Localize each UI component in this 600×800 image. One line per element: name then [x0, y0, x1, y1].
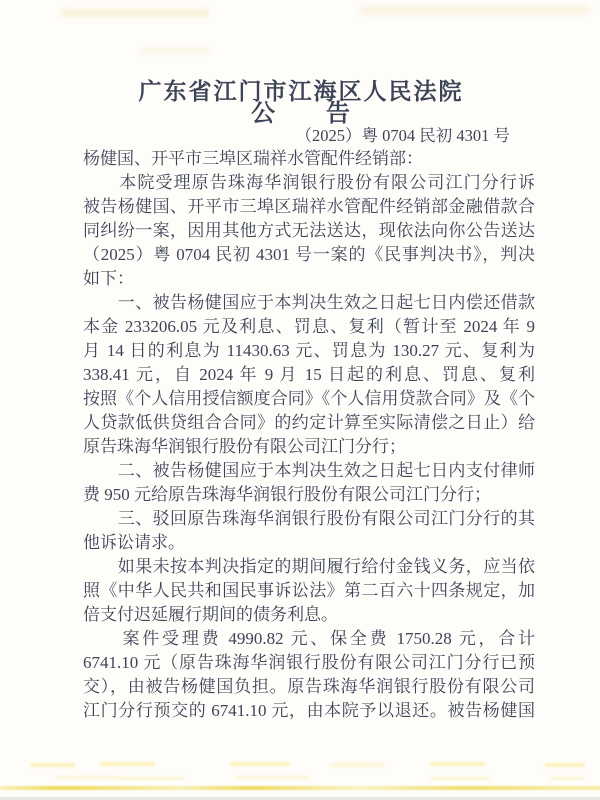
body-line: 如果未按本判决指定的期间履行给付金钱义务，应当依 — [83, 557, 535, 576]
scan-smudge-artifact — [115, 777, 185, 780]
scan-smudge-artifact — [100, 762, 155, 766]
body-line: 同纠纷一案，因用其他方式无法送达，现依法向你公告送达 — [83, 221, 535, 240]
scan-smudge-artifact — [330, 763, 385, 767]
body-line: 他诉讼请求。 — [83, 533, 185, 552]
scan-smudge-artifact — [430, 777, 490, 780]
court-name: 广东省江门市江海区人民法院 — [138, 79, 464, 104]
document-body — [83, 147, 535, 723]
scan-streak-artifact — [360, 6, 590, 15]
body-line: 人贷款低供贷组合合同》的约定计算至实际清偿之日止）给 — [83, 413, 535, 432]
body-line: 照《中华人民共和国民事诉讼法》第二百六十四条规定，加 — [83, 581, 535, 600]
body-line-salutation: 杨健国、开平市三埠区瑞祥水管配件经销部： — [83, 149, 423, 168]
body-line-judgment-item-1: 一、被告杨健国应于本判决生效之日起七日内偿还借款 — [83, 293, 535, 312]
scan-smudge-artifact — [230, 762, 290, 766]
body-line: 月 14 日的利息为 11430.63 元、罚息为 130.27 元、复利为 — [83, 341, 535, 360]
scan-yellow-line-artifact — [0, 786, 600, 790]
body-line-judgment-item-2: 二、被告杨健国应于本判决生效之日起七日内支付律师 — [83, 461, 535, 480]
scan-smudge-artifact — [235, 776, 310, 779]
body-line: 原告珠海华润银行股份有限公司江门分行； — [83, 437, 406, 456]
body-line: 如下： — [83, 269, 134, 288]
scan-smudge-artifact — [55, 776, 115, 779]
body-line: 被告杨健国、开平市三埠区瑞祥水管配件经销部金融借款合 — [83, 197, 535, 216]
scan-smudge-artifact — [545, 763, 585, 767]
scan-smudge-artifact — [430, 762, 485, 766]
body-line: 本院受理原告珠海华润银行股份有限公司江门分行诉 — [83, 173, 535, 192]
scan-streak-artifact — [140, 47, 210, 54]
case-number: （2025）粤 0704 民初 4301 号 — [295, 126, 510, 145]
scan-smudge-artifact — [30, 763, 75, 767]
document-title: 公 告 — [251, 101, 351, 127]
body-line: 交），由被告杨健国负担。原告珠海华润银行股份有限公司 — [83, 677, 535, 696]
body-line: 费 950 元给原告珠海华润银行股份有限公司江门分行； — [83, 485, 491, 504]
body-line: 江门分行预交的 6741.10 元，由本院予以退还。被告杨健国 — [83, 701, 535, 720]
body-line: （2025）粤 0704 民初 4301 号一案的《民事判决书》，判决 — [83, 245, 535, 264]
body-line: 倍支付迟延履行期间的债务利息。 — [83, 605, 338, 624]
body-line-fees: 案件受理费 4990.82 元、保全费 1750.28 元，合计 — [83, 629, 535, 648]
scan-streak-artifact — [60, 9, 210, 17]
scan-smudge-artifact — [550, 777, 585, 780]
body-line: 338.41 元，自 2024 年 9 月 15 日起的利息、罚息、复利 — [83, 365, 535, 384]
body-line: 本金 233206.05 元及利息、罚息、复利（暂计至 2024 年 9 — [83, 317, 535, 336]
body-line-judgment-item-3: 三、驳回原告珠海华润银行股份有限公司江门分行的其 — [83, 509, 535, 528]
body-line: 6741.10 元（原告珠海华润银行股份有限公司江门分行已预 — [83, 653, 535, 672]
body-line: 按照《个人信用授信额度合同》《个人信用贷款合同》及《个 — [83, 389, 535, 408]
